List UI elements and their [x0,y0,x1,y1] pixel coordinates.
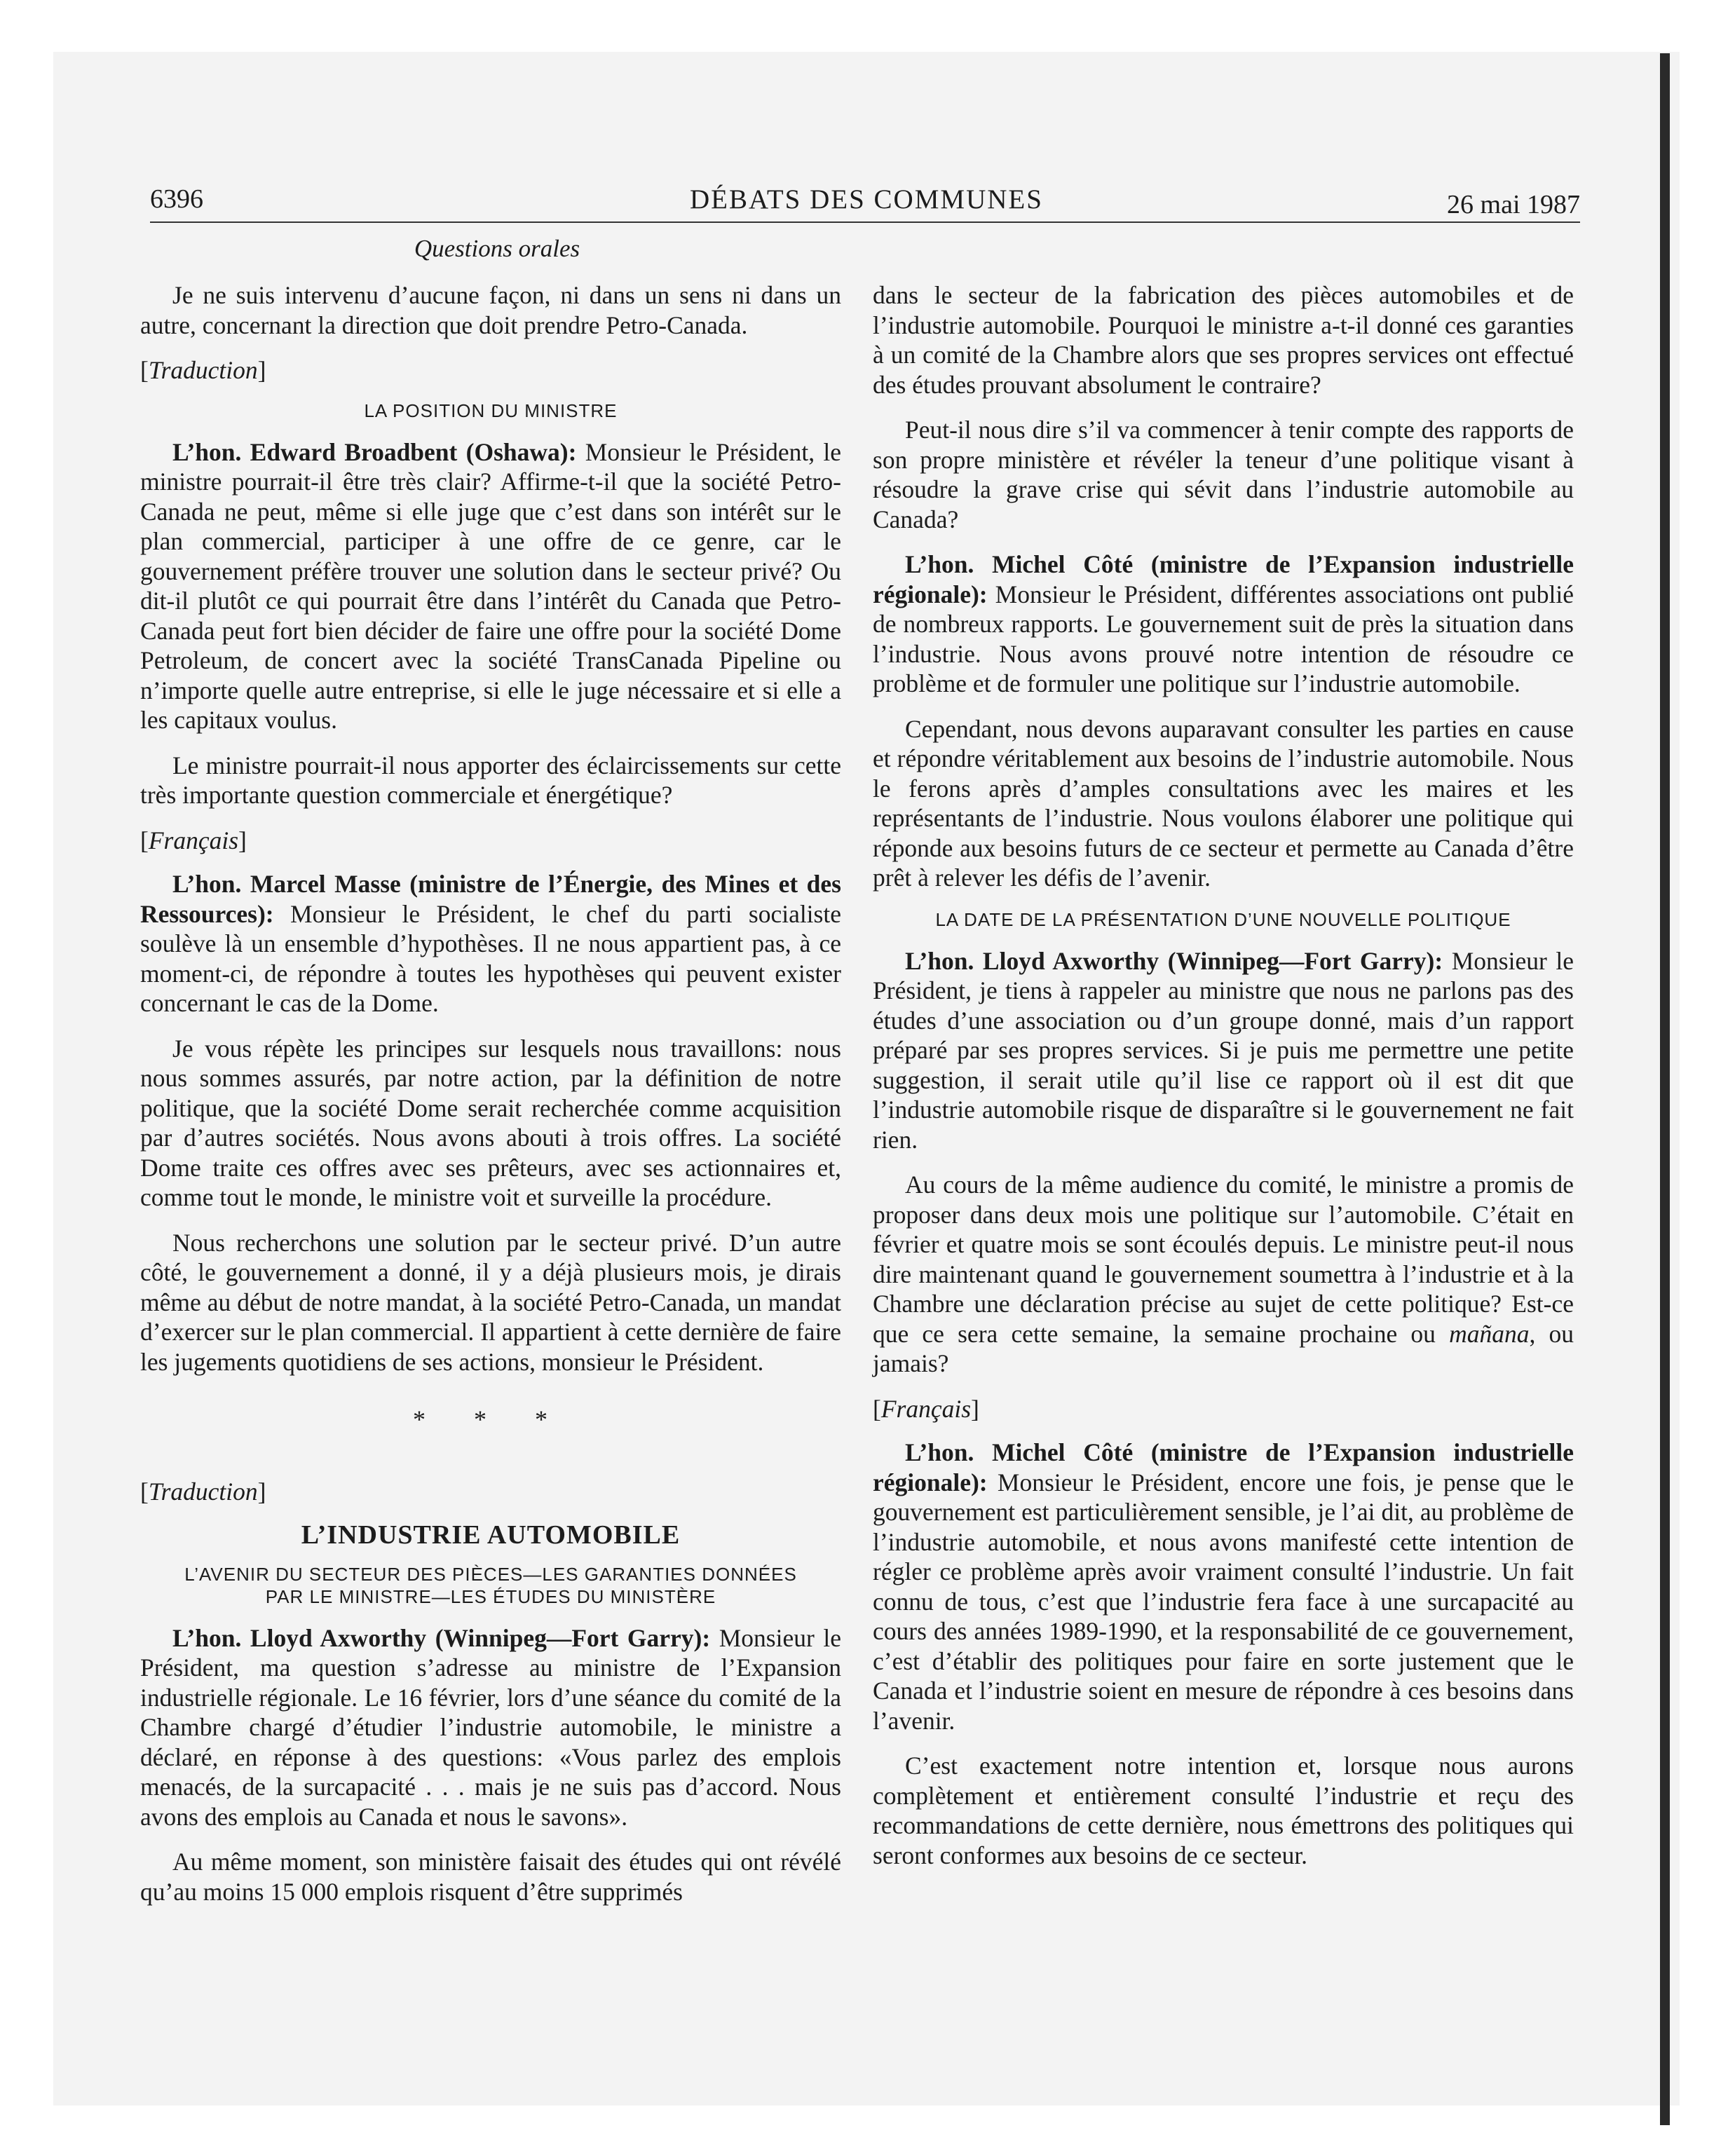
subheading: LA POSITION DU MINISTRE [364,400,618,421]
speech-text: Monsieur le Président, le ministre pourrait-il être très clair? Affirme-t-il que la société Petro-Canada ne peut, même si elle juge que c’est dans son intérêt sur le plan commercial, participer à une offre de ce genre, car le gouvernement préfère trouver une solution dans le secteur privé? Ou dit-il plutôt ce qui pourrait être dans l’intérêt du Canada que Petro-Canada peut fort bien décider de faire une offre pour la société Dome Petroleum, de concert avec la société TransCanada Pipeline ou n’importe quelle autre entreprise, si elle le juge nécessaire et si elle a les capitaux voulus. [140,437,841,734]
speech-paragraph [873,1438,1574,1735]
subheading-line: L’AVENIR DU SECTEUR DES PIÈCES—LES GARANTIES DONNÉES [184,1563,797,1585]
speech-text: Monsieur le Président, ma question s’adresse au ministre de l’Expansion industrielle régionale. Le 16 février, lors d’une séance du comité de la Chambre chargé d’étudier l’industrie automobile, le ministre a déclaré, en réponse à des questions: «Vous parlez des emplois menacés, de la surcapacité . . . mais je ne suis pas d’accord. Nous avons des emplois au Canada et nous le savons». [140,1623,841,1831]
tag-label: Traduction [148,1477,258,1506]
subheading [140,1563,841,1608]
section-separator: * * * [413,1405,569,1433]
speech-paragraph [140,869,841,1018]
paragraph: C’est exactement notre intention et, lorsque nous aurons complètement et entièrement consulté l’industrie et reçu des recommandations de cette dernière, nous émettrons des politiques qui seront conformes aux besoins de ce secteur. [873,1752,1574,1869]
paragraph: Cependant, nous devons auparavant consulter les parties en cause et répondre véritablement aux besoins de l’industrie automobile. Nous le ferons après d’amples consultations avec les maires et les représentants de l’industrie. Nous voulons élaborer une politique qui réponde aux besoins futurs de ce secteur et permette au Canada d’être prêt à relever les défis de l’avenir. [873,714,1574,892]
subheading: LA DATE DE LA PRÉSENTATION D’UNE NOUVELLE POLITIQUE [935,908,1511,930]
speaker-name: L’hon. Marcel Masse (ministre de l’Énergie, des Mines et des Ressources): [140,870,841,928]
speaker-name: L’hon. Lloyd Axworthy (Winnipeg—Fort Garry): [905,946,1443,975]
paragraph: Le ministre pourrait-il nous apporter des éclaircissements sur cette très importante question commerciale et énergétique? [140,751,841,809]
speech-paragraph [873,550,1574,699]
paragraph: dans le secteur de la fabrication des pièces automobiles et de l’industrie automobile. Pourquoi le ministre a-t-il donné ces garanties à un comité de la Chambre alors que ses propres services ont effectué des études prouvant absolument le contraire? [873,281,1574,399]
tag-bracket: [ [873,1394,881,1423]
tag-bracket: ] [238,826,247,854]
paragraph: Je vous répète les principes sur lesquels nous travaillons: nous nous sommes assurés, par notre action, par la définition de notre politique, que la société Dome serait recherchée comme acquisition par d’autres sociétés. Nous avons abouti à trois offres. La société Dome traite ces offres avec ses prêteurs, avec ses actionnaires et, comme tout le monde, le ministre voit et surveille la procédure. [140,1034,841,1211]
right-column [873,280,1574,1885]
speaker-name: L’hon. Michel Côté (ministre de l’Expansion industrielle régionale): [873,1438,1574,1496]
tag-bracket: ] [971,1394,979,1423]
text-run: Au cours de la même audience du comité, le ministre a promis de proposer dans deux mois une politique sur l’automobile. C’était en février et quatre mois se sont écoulés depuis. Le ministre peut-il nous dire maintenant quand le gouvernement soumettra à l’industrie et à la Chambre une déclaration précise au sujet de cette politique? Est-ce que ce sera cette semaine, la semaine prochaine ou [873,1171,1574,1348]
language-tag [140,826,841,856]
header-rule [150,221,1580,223]
speech-paragraph [873,946,1574,1155]
language-tag [140,355,841,386]
paragraph: Au même moment, son ministère faisait des études qui ont révélé qu’au moins 15 000 emplois risquent d’être supprimés [140,1848,841,1906]
paragraph: Je ne suis intervenu d’aucune façon, ni dans un sens ni dans un autre, concernant la direction que doit prendre Petro-Canada. [140,281,841,339]
tag-bracket: [ [140,826,149,854]
tag-label: Français [148,826,239,854]
paragraph: Nous recherchons une solution par le secteur privé. D’un autre côté, le gouvernement a donné, il y a déjà plusieurs mois, je dirais même au début de notre mandat, à la société Petro-Canada, un mandat d’exercer sur le plan commercial. Il appartient à cette dernière de faire les jugements quotidiens de ses actions, monsieur le Président. [140,1228,841,1376]
tag-bracket: [ [140,1477,149,1506]
language-tag [140,1477,841,1507]
tag-bracket: [ [140,356,149,384]
text-run: , ou jamais? [873,1319,1574,1377]
paragraph: Peut-il nous dire s’il va commencer à tenir compte des rapports de son propre ministère et révéler la teneur d’une politique visant à résoudre la grave crise qui sévit dans l’industrie automobile au Canada? [873,416,1574,533]
speaker-name: L’hon. Edward Broadbent (Oshawa): [172,437,577,466]
language-tag [873,1394,1574,1424]
tag-bracket: ] [257,356,266,384]
running-header [150,184,1580,226]
speech-paragraph [140,1623,841,1832]
issue-date: 26 mai 1987 [1447,190,1580,219]
speech-text: Monsieur le Président, différentes associations ont publié de nombreux rapports. Le gouvernement suit de près la situation dans l’industrie. Nous avons prouvé notre intention de résoudre ce problème et de formuler une politique sur l’industrie automobile. [873,580,1574,697]
emphasized-word: mañana [1449,1319,1530,1348]
journal-title: DÉBATS DES COMMUNES [690,184,1043,214]
speech-text: Monsieur le Président, je tiens à rappeler au ministre que nous ne parlons pas des études d’une association ou d’un groupe donné, mais d’un rapport préparé par ses propres services. Si je puis me permettre une petite suggestion, il serait utile qu’il lise ce rapport où il est dit que l’industrie automobile risque de disparaître si le gouvernement ne fait rien. [873,946,1574,1154]
speech-text: Monsieur le Président, encore une fois, je pense que le gouvernement est particulièrement sensible, je l’ai dit, au problème de l’industrie automobile, et nous avons manifesté cette intention de régler ce problème après avoir vraiment consulté l’industrie. Un fait connu de tous, c’est que l’industrie fera face à une surcapacité au cours des années 1989-1990, et la responsabilité de ce gouvernement, c’est d’établir des politiques pour faire en sorte justement que le Canada et l’industrie soient en mesure de répondre à ces besoins dans l’avenir. [873,1468,1574,1735]
tag-label: Traduction [148,356,258,384]
speech-paragraph [140,437,841,735]
speaker-name: L’hon. Lloyd Axworthy (Winnipeg—Fort Garry): [172,1623,711,1652]
speaker-name: L’hon. Michel Côté (ministre de l’Expansion industrielle régionale): [873,550,1574,608]
scan-edge-shadow [1660,53,1670,2125]
left-column [140,280,841,1922]
topic-title: L’INDUSTRIE AUTOMOBILE [301,1520,681,1550]
section-heading: Questions orales [414,235,580,262]
page-number: 6396 [150,184,203,214]
subheading-line: PAR LE MINISTRE—LES ÉTUDES DU MINISTÈRE [265,1585,716,1607]
tag-label: Français [880,1394,972,1423]
tag-bracket: ] [257,1477,266,1506]
speech-text: Monsieur le Président, le chef du parti socialiste soulève là un ensemble d’hypothèses. Il ne nous appartient pas, à ce moment-ci, de répondre à toutes les hypothèses qui peuvent exister concernant le cas de la Dome. [140,899,841,1017]
paragraph [873,1170,1574,1379]
